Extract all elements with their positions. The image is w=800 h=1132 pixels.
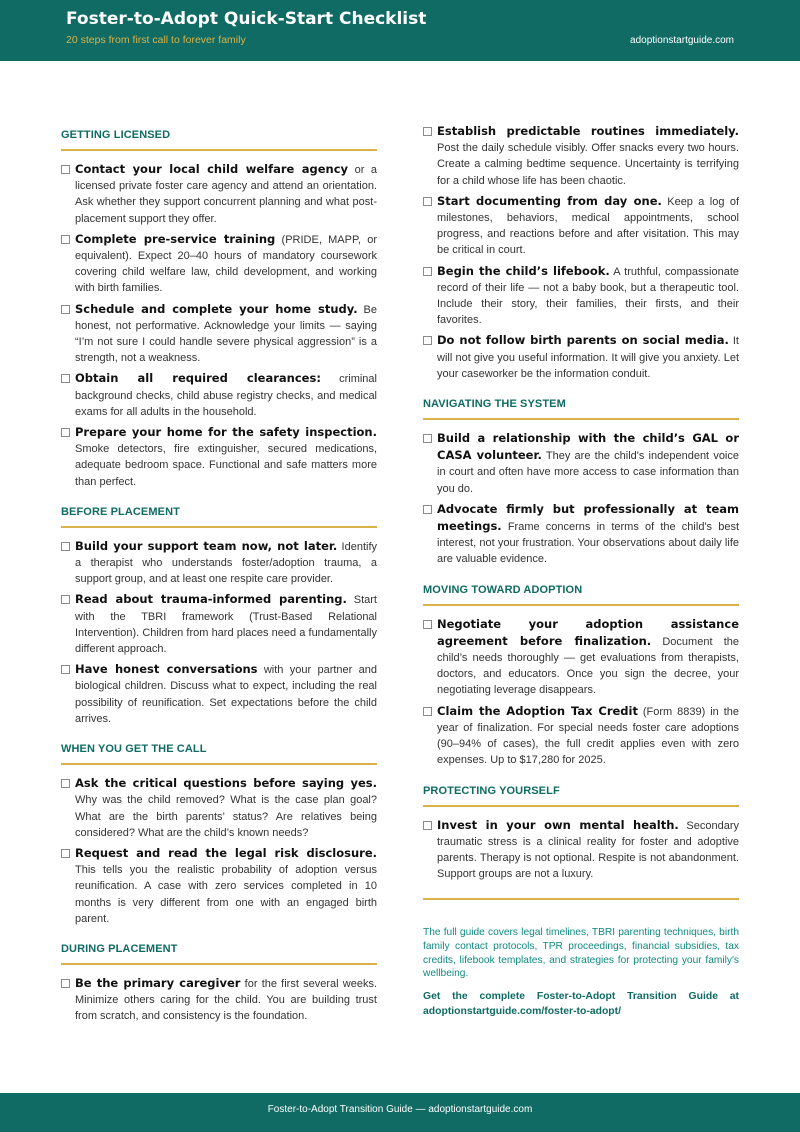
checklist-section bbox=[423, 578, 739, 769]
item-lead: Invest in your own mental health. bbox=[437, 817, 679, 832]
item-text: Why was the child removed? What is the case plan goal? What are the birth parents’ status? Are relatives being considered? What are the child’s known needs? bbox=[75, 794, 377, 839]
checklist-item bbox=[423, 263, 739, 329]
checkbox-icon[interactable] bbox=[61, 374, 70, 383]
item-lead: Ask the critical questions before saying yes. bbox=[75, 776, 377, 791]
checkbox-icon[interactable] bbox=[423, 336, 432, 345]
site-url: adoptionstartguide.com bbox=[630, 35, 734, 46]
checkbox-icon[interactable] bbox=[423, 821, 432, 830]
checklist-item bbox=[423, 193, 739, 259]
checkbox-icon[interactable] bbox=[61, 979, 70, 988]
item-lead: Complete pre-service training bbox=[75, 231, 276, 246]
item-lead: Schedule and complete your home study. bbox=[75, 301, 358, 316]
checkbox-icon[interactable] bbox=[423, 707, 432, 716]
section-title: WHEN YOU GET THE CALL bbox=[61, 737, 377, 765]
checklist-item bbox=[61, 975, 377, 1025]
checklist-item bbox=[61, 661, 377, 727]
section-title: GETTING LICENSED bbox=[61, 123, 377, 151]
footer-text: Foster-to-Adopt Transition Guide — adoptionstartguide.com bbox=[267, 1104, 533, 1115]
continued-section bbox=[423, 123, 739, 382]
item-lead: Build your support team now, not later. bbox=[75, 538, 338, 553]
checklist-item bbox=[61, 301, 377, 367]
item-text: They are the child's independent voice in court and often have more access to case information than you do. bbox=[437, 450, 739, 495]
item-lead: Have honest conversations bbox=[75, 662, 258, 677]
item-text: This tells you the realistic probability of adoption versus reunification. A case with zero services completed in 10 months is very different from one with an engaged birth parent. bbox=[75, 864, 377, 925]
checklist-item bbox=[61, 845, 377, 927]
checklist-item bbox=[61, 538, 377, 588]
checklist-item bbox=[423, 703, 739, 769]
item-lead: Start documenting from day one. bbox=[437, 193, 662, 208]
checkbox-icon[interactable] bbox=[423, 505, 432, 514]
checklist-section bbox=[61, 937, 377, 1025]
divider bbox=[423, 898, 739, 900]
checkbox-icon[interactable] bbox=[61, 428, 70, 437]
item-lead: Read about trauma-informed parenting. bbox=[75, 592, 347, 607]
checklist-item bbox=[61, 591, 377, 657]
checklist-item bbox=[61, 161, 377, 227]
checklist-item bbox=[423, 332, 739, 382]
item-text: with your partner and biological children. Discuss what to expect, including the real possibility of reunification. Set expectations before the child arrives. bbox=[75, 664, 377, 725]
item-text: Secondary traumatic stress is a clinical reality for foster and adoptive parents. Therapy is not optional. Respite is not abandonment. Support groups are not a luxury. bbox=[437, 819, 739, 881]
checkbox-icon[interactable] bbox=[61, 235, 70, 244]
item-text: (PRIDE, MAPP, or equivalent). Expect 20–40 hours of mandatory coursework covering child welfare law, child development, and working with birth families. bbox=[75, 233, 377, 295]
right-column bbox=[423, 123, 739, 1019]
checklist-item bbox=[61, 231, 377, 297]
section-title: BEFORE PLACEMENT bbox=[61, 500, 377, 528]
item-lead: Begin the child’s lifebook. bbox=[437, 263, 610, 278]
page-title: Foster-to-Adopt Quick-Start Checklist bbox=[66, 9, 427, 29]
checklist-section bbox=[61, 123, 377, 490]
item-text: A truthful, compassionate record of their life — not a baby book, but a therapeutic tool. Include their story, their families, their firsts, and their favorites. bbox=[437, 265, 739, 327]
checklist-item bbox=[423, 501, 739, 568]
checklist-item bbox=[423, 430, 739, 497]
item-text: Frame concerns in terms of the child's best interest, not your frustration. Your observations about daily life are valuable evidence. bbox=[437, 521, 739, 566]
item-lead: Obtain all required clearances: bbox=[75, 371, 321, 386]
item-text: Be honest, not performative. Acknowledge your limits — saying “I’m not sure I could handle severe physical aggression” is a strength, not a weakness. bbox=[75, 303, 377, 365]
item-text: for the first several weeks. Minimize others caring for the child. You are building trust from scratch, and consistency is the foundation. bbox=[75, 977, 377, 1023]
item-text: Post the daily schedule visibly. Offer snacks every two hours. Create a calming bedtime sequence. Uncertainty is terrifying for a child whose life has been chaotic. bbox=[437, 142, 739, 187]
guide-link[interactable]: Get the complete Foster-to-Adopt Transition Guide at adoptionstartguide.com/foster-to-adopt/ bbox=[423, 990, 739, 1017]
item-text: Identify a therapist who understands foster/adoption trauma, a support group, and at least one respite care provider. bbox=[75, 540, 378, 586]
checkbox-icon[interactable] bbox=[61, 849, 70, 858]
checkbox-icon[interactable] bbox=[423, 620, 432, 629]
item-text: Start with the TBRI framework (Trust-Based Relational Intervention). Children from hard places need a fundamentally different approach. bbox=[75, 594, 377, 656]
checklist-section bbox=[61, 737, 377, 927]
section-title: MOVING TOWARD ADOPTION bbox=[423, 578, 739, 606]
item-text: Keep a log of milestones, behaviors, medical appointments, school progress, and reactions before and after visitation. This may be critical in court. bbox=[437, 195, 739, 257]
section-title: NAVIGATING THE SYSTEM bbox=[423, 392, 739, 420]
item-lead: Negotiate your adoption assistance agreement before finalization. bbox=[437, 616, 739, 648]
checklist-section bbox=[423, 392, 739, 568]
page-subtitle: 20 steps from first call to forever family bbox=[66, 34, 246, 46]
checklist-item bbox=[423, 817, 739, 883]
section-title: PROTECTING YOURSELF bbox=[423, 779, 739, 807]
checkbox-icon[interactable] bbox=[61, 305, 70, 314]
checkbox-icon[interactable] bbox=[61, 595, 70, 604]
item-lead: Be the primary caregiver bbox=[75, 975, 241, 990]
item-text: criminal background checks, child abuse registry checks, and medical exams for all adults in the household. bbox=[75, 373, 377, 418]
checklist-item bbox=[423, 616, 739, 699]
checklist-section bbox=[61, 500, 377, 727]
item-text: or a licensed private foster care agency and attend an orientation. Ask whether they support concurrent planning and what post-placement support they offer. bbox=[75, 164, 377, 225]
checklist-item bbox=[61, 370, 377, 420]
checkbox-icon[interactable] bbox=[423, 434, 432, 443]
item-lead: Claim the Adoption Tax Credit bbox=[437, 703, 638, 718]
left-column bbox=[61, 123, 377, 1035]
item-lead: Build a relationship with the child’s GAL or CASA volunteer. bbox=[437, 431, 739, 463]
checkbox-icon[interactable] bbox=[423, 197, 432, 206]
item-lead: Request and read the legal risk disclosure. bbox=[75, 845, 377, 860]
page-footer bbox=[0, 1093, 800, 1132]
page-header bbox=[0, 0, 800, 61]
checkbox-icon[interactable] bbox=[61, 165, 70, 174]
section-title: DURING PLACEMENT bbox=[61, 937, 377, 965]
checklist-item bbox=[423, 123, 739, 189]
checklist-item bbox=[61, 424, 377, 490]
checkbox-icon[interactable] bbox=[61, 779, 70, 788]
item-text: It will not give you useful information. It will give you anxiety. Let your caseworker be the information conduit. bbox=[437, 335, 739, 380]
item-lead: Prepare your home for the safety inspection. bbox=[75, 425, 377, 440]
item-text: (Form 8839) in the year of finalization. For special needs foster care adoptions (90–94% of cases), the full credit applies even with zero expenses. Up to $17,280 for 2025. bbox=[437, 705, 739, 767]
item-text: Document the child’s needs thoroughly — get evaluations from therapists, doctors, and educators. Once you sign the decree, your negotiating leverage disappears. bbox=[437, 635, 739, 697]
checkbox-icon[interactable] bbox=[423, 127, 432, 136]
checklist-section bbox=[423, 779, 739, 883]
item-text: Smoke detectors, fire extinguisher, secured medications, adequate bedroom space. Functional and safe matters more than perfect. bbox=[75, 443, 377, 488]
item-lead: Do not follow birth parents on social media. bbox=[437, 333, 729, 348]
item-lead: Establish predictable routines immediately. bbox=[437, 124, 739, 138]
item-lead: Contact your local child welfare agency bbox=[75, 162, 349, 176]
item-lead: Advocate firmly but professionally at team meetings. bbox=[437, 501, 739, 534]
checklist-item bbox=[61, 775, 377, 841]
checkbox-icon[interactable] bbox=[61, 542, 70, 551]
checkbox-icon[interactable] bbox=[423, 267, 432, 276]
checkbox-icon[interactable] bbox=[61, 665, 70, 674]
promo-text: The full guide covers legal timelines, TBRI parenting techniques, birth family contact protocols, TPR proceedings, financial subsidies, tax credits, lifebook templates, and strategies for protecting your family's wellbeing. bbox=[423, 927, 739, 980]
